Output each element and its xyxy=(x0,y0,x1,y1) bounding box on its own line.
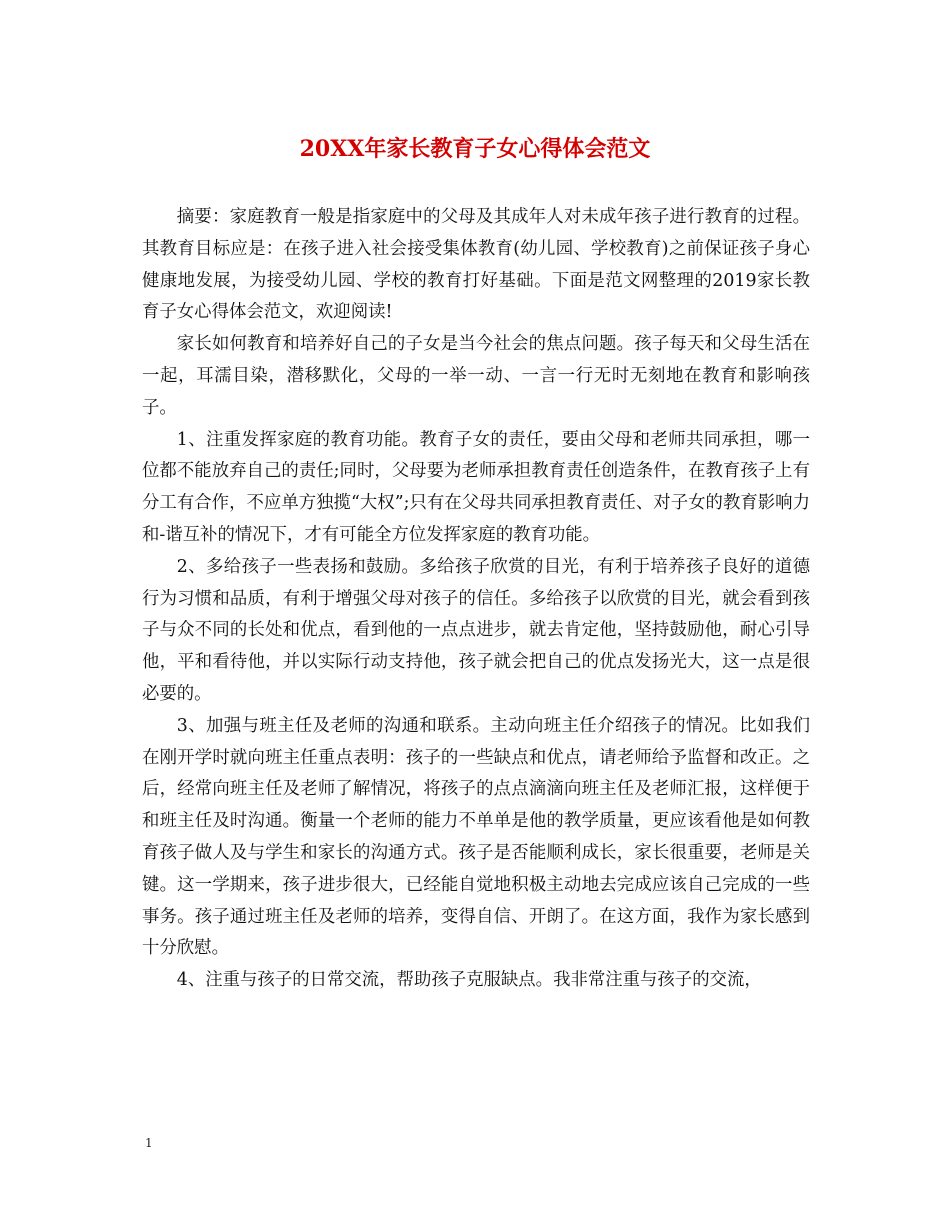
paragraph-point-1: 1、注重发挥家庭的教育功能。教育子女的责任，要由父母和老师共同承担，哪一位都不能放弃自己的责任;同时，父母要为老师承担教育责任创造条件，在教育孩子上有分工有合作，不应单方独揽“大权”;只有在父母共同承担教育责任、对子女的教育影响力和-谐互补的情况下，才有可能全方位发挥家庭的教育功能。 xyxy=(142,429,810,545)
document-title: 20XX年家长教育子女心得体会范文 xyxy=(299,136,651,162)
paragraph-point-4: 4、注重与孩子的日常交流，帮助孩子克服缺点。我非常注重与孩子的交流， xyxy=(176,970,762,991)
paragraph-point-2: 2、多给孩子一些表扬和鼓励。多给孩子欣赏的目光，有利于培养孩子良好的道德行为习惯和品质，有利于增强父母对孩子的信任。多给孩子以欣赏的目光，就会看到孩子与众不同的长处和优点，看到他的一点点进步，就去肯定他，坚持鼓励他，耐心引导他，平和看待他，并以实际行动支持他，孩子就会把自己的优点发扬光大，这一点是很必要的。 xyxy=(142,556,810,704)
paragraph-intro: 家长如何教育和培养好自己的子女是当今社会的焦点问题。孩子每天和父母生活在一起，耳濡目染，潜移默化，父母的一举一动、一言一行无时无刻地在教育和影响孩子。 xyxy=(142,334,810,418)
document-body xyxy=(142,202,810,997)
paragraph-abstract: 摘要：家庭教育一般是指家庭中的父母及其成年人对未成年孩子进行教育的过程。其教育目标应是：在孩子进入社会接受集体教育(幼儿园、学校教育)之前保证孩子身心健康地发展，为接受幼儿园、学校的教育打好基础。下面是范文网整理的2019家长教育子女心得体会范文，欢迎阅读! xyxy=(142,207,810,323)
paragraph-point-3: 3、加强与班主任及老师的沟通和联系。主动向班主任介绍孩子的情况。比如我们在刚开学时就向班主任重点表明：孩子的一些缺点和优点，请老师给予监督和改正。之后，经常向班主任及老师了解情况，将孩子的点点滴滴向班主任及老师汇报，这样便于和班主任及时沟通。衡量一个老师的能力不单单是他的教学质量，更应该看他是如何教育孩子做人及与学生和家长的沟通方式。孩子是否能顺利成长，家长很重要，老师是关键。这一学期来，孩子进步很大，已经能自觉地积极主动地去完成应该自己完成的一些事务。孩子通过班主任及老师的培养，变得自信、开朗了。在这方面，我作为家长感到十分欣慰。 xyxy=(142,715,810,959)
page-number: 1 xyxy=(145,1136,153,1150)
